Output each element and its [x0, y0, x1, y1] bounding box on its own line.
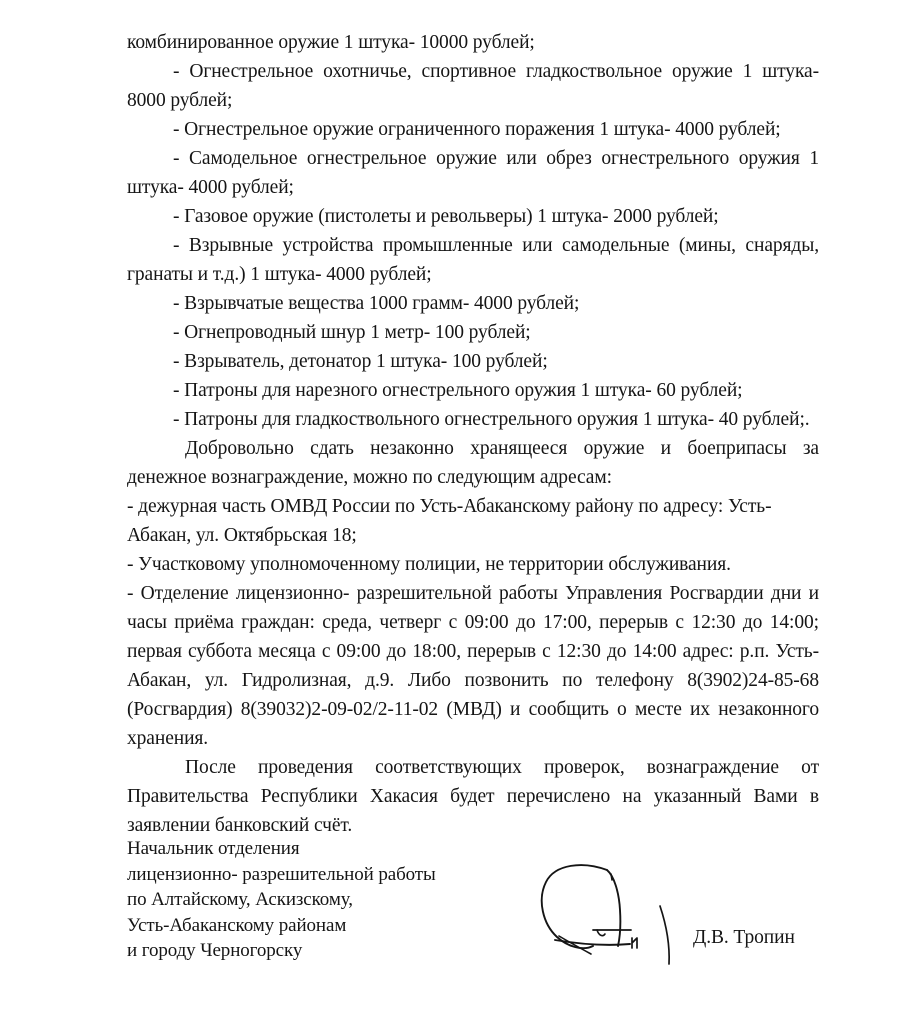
list-item: - Взрыватель, детонатор 1 штука- 100 рублей; — [173, 351, 548, 372]
list-item: - Патроны для гладкоствольного огнестрельного оружия 1 штука- 40 рублей;. — [173, 409, 810, 430]
signatory-title-line: Усть-Абаканскому районам — [127, 914, 347, 936]
list-item: - Газовое оружие (пистолеты и револьверы) 1 штука- 2000 рублей; — [173, 206, 719, 227]
paragraph-continued-line: комбинированное оружие 1 штука- 10000 рублей; — [127, 32, 535, 53]
signatory-title-line: Начальник отделения — [127, 838, 300, 859]
list-item: - Самодельное огнестрельное оружие или обрез огнестрельного оружия 1 штука- 4000 рублей; — [127, 148, 819, 198]
address-district-officer: - Участковому уполномоченному полиции, не территории обслуживания. — [127, 554, 731, 575]
paragraph-surrender: Добровольно сдать незаконно хранящееся оружие и боеприпасы за денежное вознаграждение, можно по следующим адресам: — [127, 438, 819, 488]
signatory-title-line: по Алтайскому, Аскизскому, — [127, 889, 353, 910]
signatory-title-line: лицензионно- разрешительной работы — [127, 863, 436, 885]
list-item: - Взрывчатые вещества 1000 грамм- 4000 рублей; — [173, 293, 580, 314]
document-body — [127, 28, 819, 840]
list-item: - Патроны для нарезного огнестрельного оружия 1 штука- 60 рублей; — [173, 380, 743, 401]
signatory-name: Д.В. Тропин — [693, 927, 795, 948]
handwritten-signature-icon — [535, 858, 695, 973]
address-duty-station: - дежурная часть ОМВД России по Усть-Абаканскому району по адресу: Усть-Абакан, ул. Октябрьская 18; — [127, 496, 772, 546]
list-item: - Огнестрельное оружие ограниченного поражения 1 штука- 4000 рублей; — [173, 119, 781, 140]
list-item: - Взрывные устройства промышленные или самодельные (мины, снаряды, гранаты и т.д.) 1 штука- 4000 рублей; — [127, 235, 819, 285]
signatory-title-line: и городу Черногорску — [127, 940, 303, 961]
list-item: - Огнепроводный шнур 1 метр- 100 рублей; — [173, 322, 531, 343]
address-licensing-department: - Отделение лицензионно- разрешительной работы Управления Росгвардии дни и часы приёма граждан: среда, четверг с 09:00 до 17:00, перерыв с 12:30 до 14:00; первая суббота месяца с 09:00 до 18:00, перерыв с 12:30 до 14:00 адрес: р.п. Усть-Абакан, ул. Гидролизная, д.9. Либо позвонить по телефону 8(3902)24-85-68 (Росгвардия) 8(39032)2-09-02/2-11-02 (МВД) и сообщить о месте их незаконного хранения. — [127, 583, 819, 749]
signature-block — [127, 836, 867, 986]
list-item: - Огнестрельное охотничье, спортивное гладкоствольное оружие 1 штука- 8000 рублей; — [127, 61, 819, 111]
signatory-title — [127, 836, 527, 964]
paragraph-reward: После проведения соответствующих проверок, вознаграждение от Правительства Республики Хакасия будет перечислено на указанный Вами в заявлении банковский счёт. — [127, 757, 819, 836]
